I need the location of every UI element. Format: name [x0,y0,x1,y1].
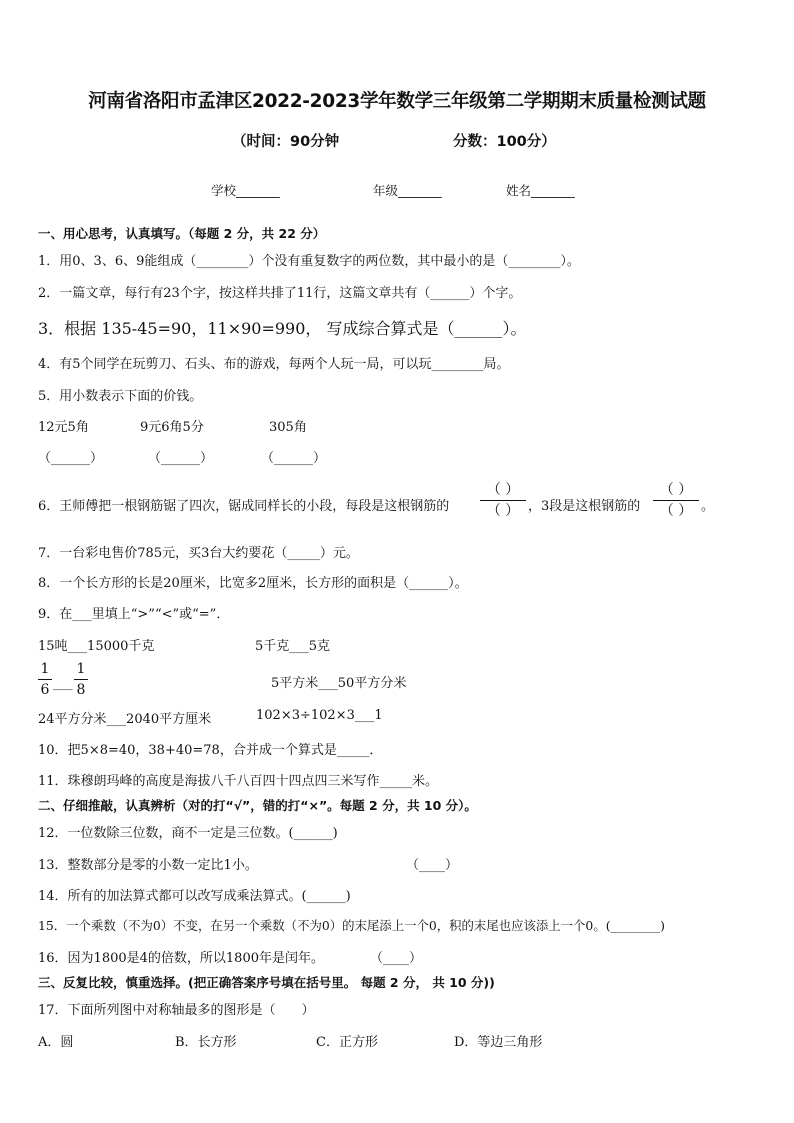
question-14: 14．所有的加法算式都可以改写成乘法算式。(______) [38,889,351,904]
exam-time: （时间：90分钟 [232,134,340,150]
fraction-denominator-blank: （ ） [486,503,520,519]
q5-blank-1: （______） [38,451,104,466]
q9-compare-2: 5千克___5克 [255,639,331,654]
fraction-bar [74,679,88,680]
question-13: 13．整数部分是零的小数一定比1小。 [38,858,258,873]
q9-compare-4: 5平方米___50平方分米 [271,676,407,691]
fraction-numerator: 1 [76,661,86,677]
fraction-bar [480,500,526,501]
fraction-denominator: 8 [76,682,86,698]
q9-fraction-2 [74,660,88,699]
question-7: 7．一台彩电售价785元，买3台大约要花（_____）元。 [38,546,359,561]
q9-compare-6: 102×3÷102×3___1 [256,708,383,723]
question-6-part-2: ，3段是这根钢筋的 [528,499,641,514]
school-field: 学校_______ [211,183,280,198]
section-3-heading: 三、反复比较，慎重选择。(把正确答案序号填在括号里。 每题 2 分， 共 10 分)) [38,975,495,990]
q5-item-3: 305角 [269,420,307,435]
q17-option-b: B．长方形 [175,1035,237,1050]
q9-compare-1: 15吨___15000千克 [38,639,155,654]
question-4: 4．有5个同学在玩剪刀、石头、布的游戏，每两个人玩一局，可以玩________局。 [38,357,510,372]
q9-compare-sep: ___ [53,676,73,691]
question-9: 9．在___里填上“>”“<”或“=”． [38,607,230,622]
question-17: 17．下面所列图中对称轴最多的图形是（ ） [38,1003,315,1018]
fraction-denominator: 6 [40,682,50,698]
question-12: 12．一位数除三位数，商不一定是三位数。(______) [38,826,338,841]
q9-fraction-1 [38,660,52,699]
q16-blank: （____） [370,951,423,966]
fraction-bar [38,679,52,680]
q6-fraction-2 [653,481,699,520]
section-1-heading: 一、用心思考，认真填写。（每题 2 分，共 22 分） [38,226,326,241]
question-3: 3．根据 135-45=90，11×90=990， 写成综合算式是（______）。 [38,319,527,338]
fraction-numerator-blank: （ ） [659,482,693,498]
exam-title: 河南省洛阳市孟津区2022-2023学年数学三年级第二学期期末质量检测试题 [88,91,706,112]
q5-item-2: 9元6角5分 [140,420,204,435]
question-5: 5．用小数表示下面的价钱。 [38,389,203,404]
question-6-part-1: 6．王师傅把一根钢筋锯了四次，锯成同样长的小段，每段是这根钢筋的 [38,499,450,514]
fraction-denominator-blank: （ ） [659,503,693,519]
question-11: 11．珠穆朗玛峰的高度是海拔八千八百四十四点四三米写作_____米。 [38,774,439,789]
question-6-end: 。 [701,499,715,514]
q5-blank-3: （______） [261,451,327,466]
q5-blank-2: （______） [148,451,214,466]
question-2: 2．一篇文章，每行有23个字，按这样共排了11行，这篇文章共有（______）个字。 [38,286,522,301]
q5-item-1: 12元5角 [38,420,89,435]
fraction-numerator-blank: （ ） [486,482,520,498]
q6-fraction-1 [480,481,526,520]
question-10: 10．把5×8=40，38+40=78，合并成一个算式是_____． [38,743,383,758]
question-15: 15．一个乘数（不为0）不变，在另一个乘数（不为0）的末尾添上一个0，积的末尾也应该添上一个0。(________) [38,918,665,933]
name-field: 姓名_______ [506,183,575,198]
q9-compare-5: 24平方分米___2040平方厘米 [38,712,212,727]
q17-option-d: D．等边三角形 [454,1035,543,1050]
exam-score: 分数：100分） [453,134,556,150]
fraction-bar [653,500,699,501]
fraction-numerator: 1 [40,661,50,677]
q17-option-c: C．正方形 [316,1035,378,1050]
grade-field: 年级_______ [373,183,442,198]
question-1: 1．用0、3、6、9能组成（________）个没有重复数字的两位数，其中最小的是（________）。 [38,254,580,269]
question-16: 16．因为1800是4的倍数，所以1800年是闰年。 [38,951,324,966]
section-2-heading: 二、仔细推敲，认真辨析（对的打“√”，错的打“×”。每题 2 分，共 10 分）。 [38,798,477,813]
q17-option-a: A．圆 [38,1035,74,1050]
q13-blank: （____） [406,858,459,873]
question-8: 8．一个长方形的长是20厘米，比宽多2厘米，长方形的面积是（______）。 [38,576,468,591]
